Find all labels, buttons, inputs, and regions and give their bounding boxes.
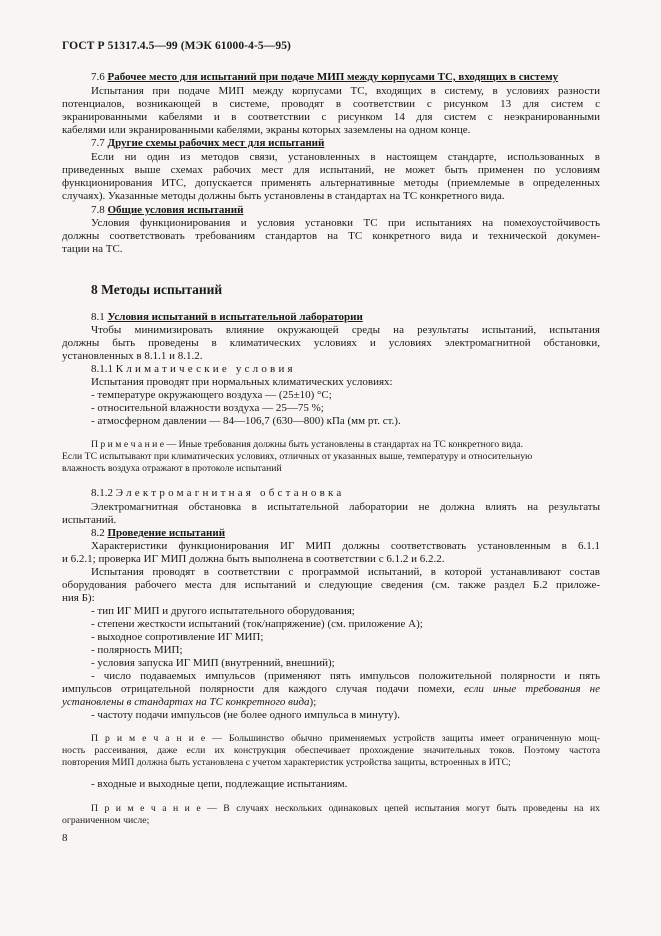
text-line: оборудования рабочего места для испытаний и следующие сведения (см. также раздел Б.2 приложе-	[62, 579, 600, 591]
list-item-continued: импульсов отрицательной полярности для каждого случая подачи помехи, если иные требования не	[62, 683, 600, 695]
heading-7-7-title: Другие схемы рабочих мест для испытаний	[107, 137, 325, 149]
text-line: функционирования ИТС, допускается применять альтернативные методы (приемлемые в определенных	[62, 177, 600, 189]
note-label: П р и м е ч а н и е	[91, 439, 165, 450]
document-header: ГОСТ Р 51317.4.5—99 (МЭК 61000-4-5—95)	[62, 40, 291, 52]
note-line: повторения МИП должна быть установлена с учетом характеристик устройства защиты, встроенных в ИТС;	[62, 757, 511, 768]
text-line: Испытания при подаче МИП между корпусами ТС, входящих в систему, в условиях разности	[91, 85, 600, 97]
list-item: - степени жесткости испытаний (ток/напряжение) (см. приложение А);	[91, 618, 423, 630]
text-line: Электромагнитная обстановка в испытательной лаборатории не должна влиять на результаты	[91, 501, 600, 513]
note-line: ограниченном числе;	[62, 815, 150, 826]
list-item: - частоту подачи импульсов (не более одного импульса в минуту).	[91, 709, 400, 721]
list-item: - входные и выходные цепи, подлежащие испытаниям.	[91, 778, 348, 790]
heading-7-8: 7.8 Общие условия испытаний	[91, 204, 244, 216]
text-line: должны быть проведены в климатических условиях и условиях электромагнитной обстановки,	[62, 337, 600, 349]
heading-8-1-2-title: Электромагнитная обстановка	[115, 487, 345, 499]
note-label: П р и м е ч а н и е	[91, 733, 206, 744]
list-item: - атмосферном давлении — 84—106,7 (630—800) кПа (мм рт. ст.).	[91, 415, 401, 427]
list-item: - условия запуска ИГ МИП (внутренний, внешний);	[91, 657, 335, 669]
text-line: приведенных выше схемах рабочих мест для испытаний, не может быть применен по условиям	[62, 164, 600, 176]
text-line: тации на ТС.	[62, 243, 123, 255]
list-item: - выходное сопротивление ИГ МИП;	[91, 631, 264, 643]
heading-8-1: 8.1 Условия испытаний в испытательной лаборатории	[91, 311, 363, 323]
text-line: Испытания проводят при нормальных климатических условиях:	[91, 376, 393, 388]
text-line: экранированными кабелями и в соответствии с рисунком 14 для систем с неэкранированными	[62, 111, 600, 123]
note-3: П р и м е ч а н и е — В случаях нескольких одинаковых цепей испытания могут быть проведены на их	[91, 803, 600, 814]
heading-8-2-title: Проведение испытаний	[107, 527, 226, 539]
heading-8-1-1-title: Климатические условия	[115, 363, 296, 375]
heading-7-6-title: Рабочее место для испытаний при подаче МИП между корпусами ТС, входящих в систему	[107, 71, 559, 83]
text-line: и 6.2.1; проверка ИГ МИП должна быть выполнена в соответствии с 6.1.2 и 6.2.2.	[62, 553, 445, 565]
list-item: - число подаваемых импульсов (применяют пять импульсов положительной полярности и пять	[91, 670, 600, 682]
text-line: потенциалов, возникающей в системе, проводят в соответствии с рисунком 13 для систем с	[62, 98, 600, 110]
note-2: П р и м е ч а н и е — Большинство обычно применяемых устройств защиты имеет ограниченную мощ-	[91, 733, 600, 744]
text-line: ния Б):	[62, 592, 95, 604]
heading-8-1-1: 8.1.1 Климатические условия	[91, 363, 296, 375]
heading-8-1-2: 8.1.2 Электромагнитная обстановка	[91, 487, 345, 499]
text-line: случаях). Указанные методы должны быть установлены в стандартах на ТС конкретного вида.	[62, 190, 505, 202]
heading-7-6: 7.6 Рабочее место для испытаний при подаче МИП между корпусами ТС, входящих в систему	[91, 71, 559, 83]
list-item: - температуре окружающего воздуха — (25±10) °С;	[91, 389, 332, 401]
text-line: испытаний.	[62, 514, 117, 526]
page-number: 8	[62, 832, 68, 844]
note-1: П р и м е ч а н и е — Иные требования должны быть установлены в стандартах на ТС конкретного вида.	[91, 439, 524, 450]
section-8-title: 8 Методы испытаний	[91, 282, 223, 297]
list-item: - тип ИГ МИП и другого испытательного оборудования;	[91, 605, 355, 617]
text-line: Испытания проводят в соответствии с программой испытаний, в которой устанавливают состав	[91, 566, 600, 578]
text-line: Характеристики функционирования ИГ МИП должны соответствовать установленным в 6.1.1	[91, 540, 600, 552]
heading-7-7: 7.7 Другие схемы рабочих мест для испытаний	[91, 137, 325, 149]
list-item: - полярность МИП;	[91, 644, 183, 656]
list-item: - относительной влажности воздуха — 25—75 %;	[91, 402, 324, 414]
text-line: должны соответствовать требованиям стандартов на ТС конкретного вида и технической докумен-	[62, 230, 600, 242]
list-item-continued: установлены в стандартах на ТС конкретного вида);	[62, 696, 317, 708]
heading-8-1-title: Условия испытаний в испытательной лаборатории	[107, 311, 363, 323]
heading-7-8-title: Общие условия испытаний	[107, 204, 244, 216]
text-line: кабелями или экранированными кабелями, экраны которых заземлены на одном конце.	[62, 124, 471, 136]
note-label: П р и м е ч а н и е	[91, 803, 201, 814]
note-line: влажность воздуха отражают в протоколе испытаний	[62, 463, 282, 474]
heading-8-2: 8.2 Проведение испытаний	[91, 527, 226, 539]
text-line: Чтобы минимизировать влияние окружающей среды на результаты испытаний, испытания	[91, 324, 600, 336]
text-line: Условия функционирования и условия установки ТС при испытаниях на помехоустойчивость	[91, 217, 600, 229]
note-line: Если ТС испытывают при климатических условиях, отличных от указанных выше, температуру и относительную	[62, 451, 533, 462]
text-line: установленных в 8.1.1 и 8.1.2.	[62, 350, 203, 362]
note-line: ность рассеивания, даже если их конструкция обеспечивает прохождение значительных токов. Поэтому частота	[62, 745, 600, 756]
text-line: Если ни один из методов связи, установленных в настоящем стандарте, использованных в	[91, 151, 600, 163]
